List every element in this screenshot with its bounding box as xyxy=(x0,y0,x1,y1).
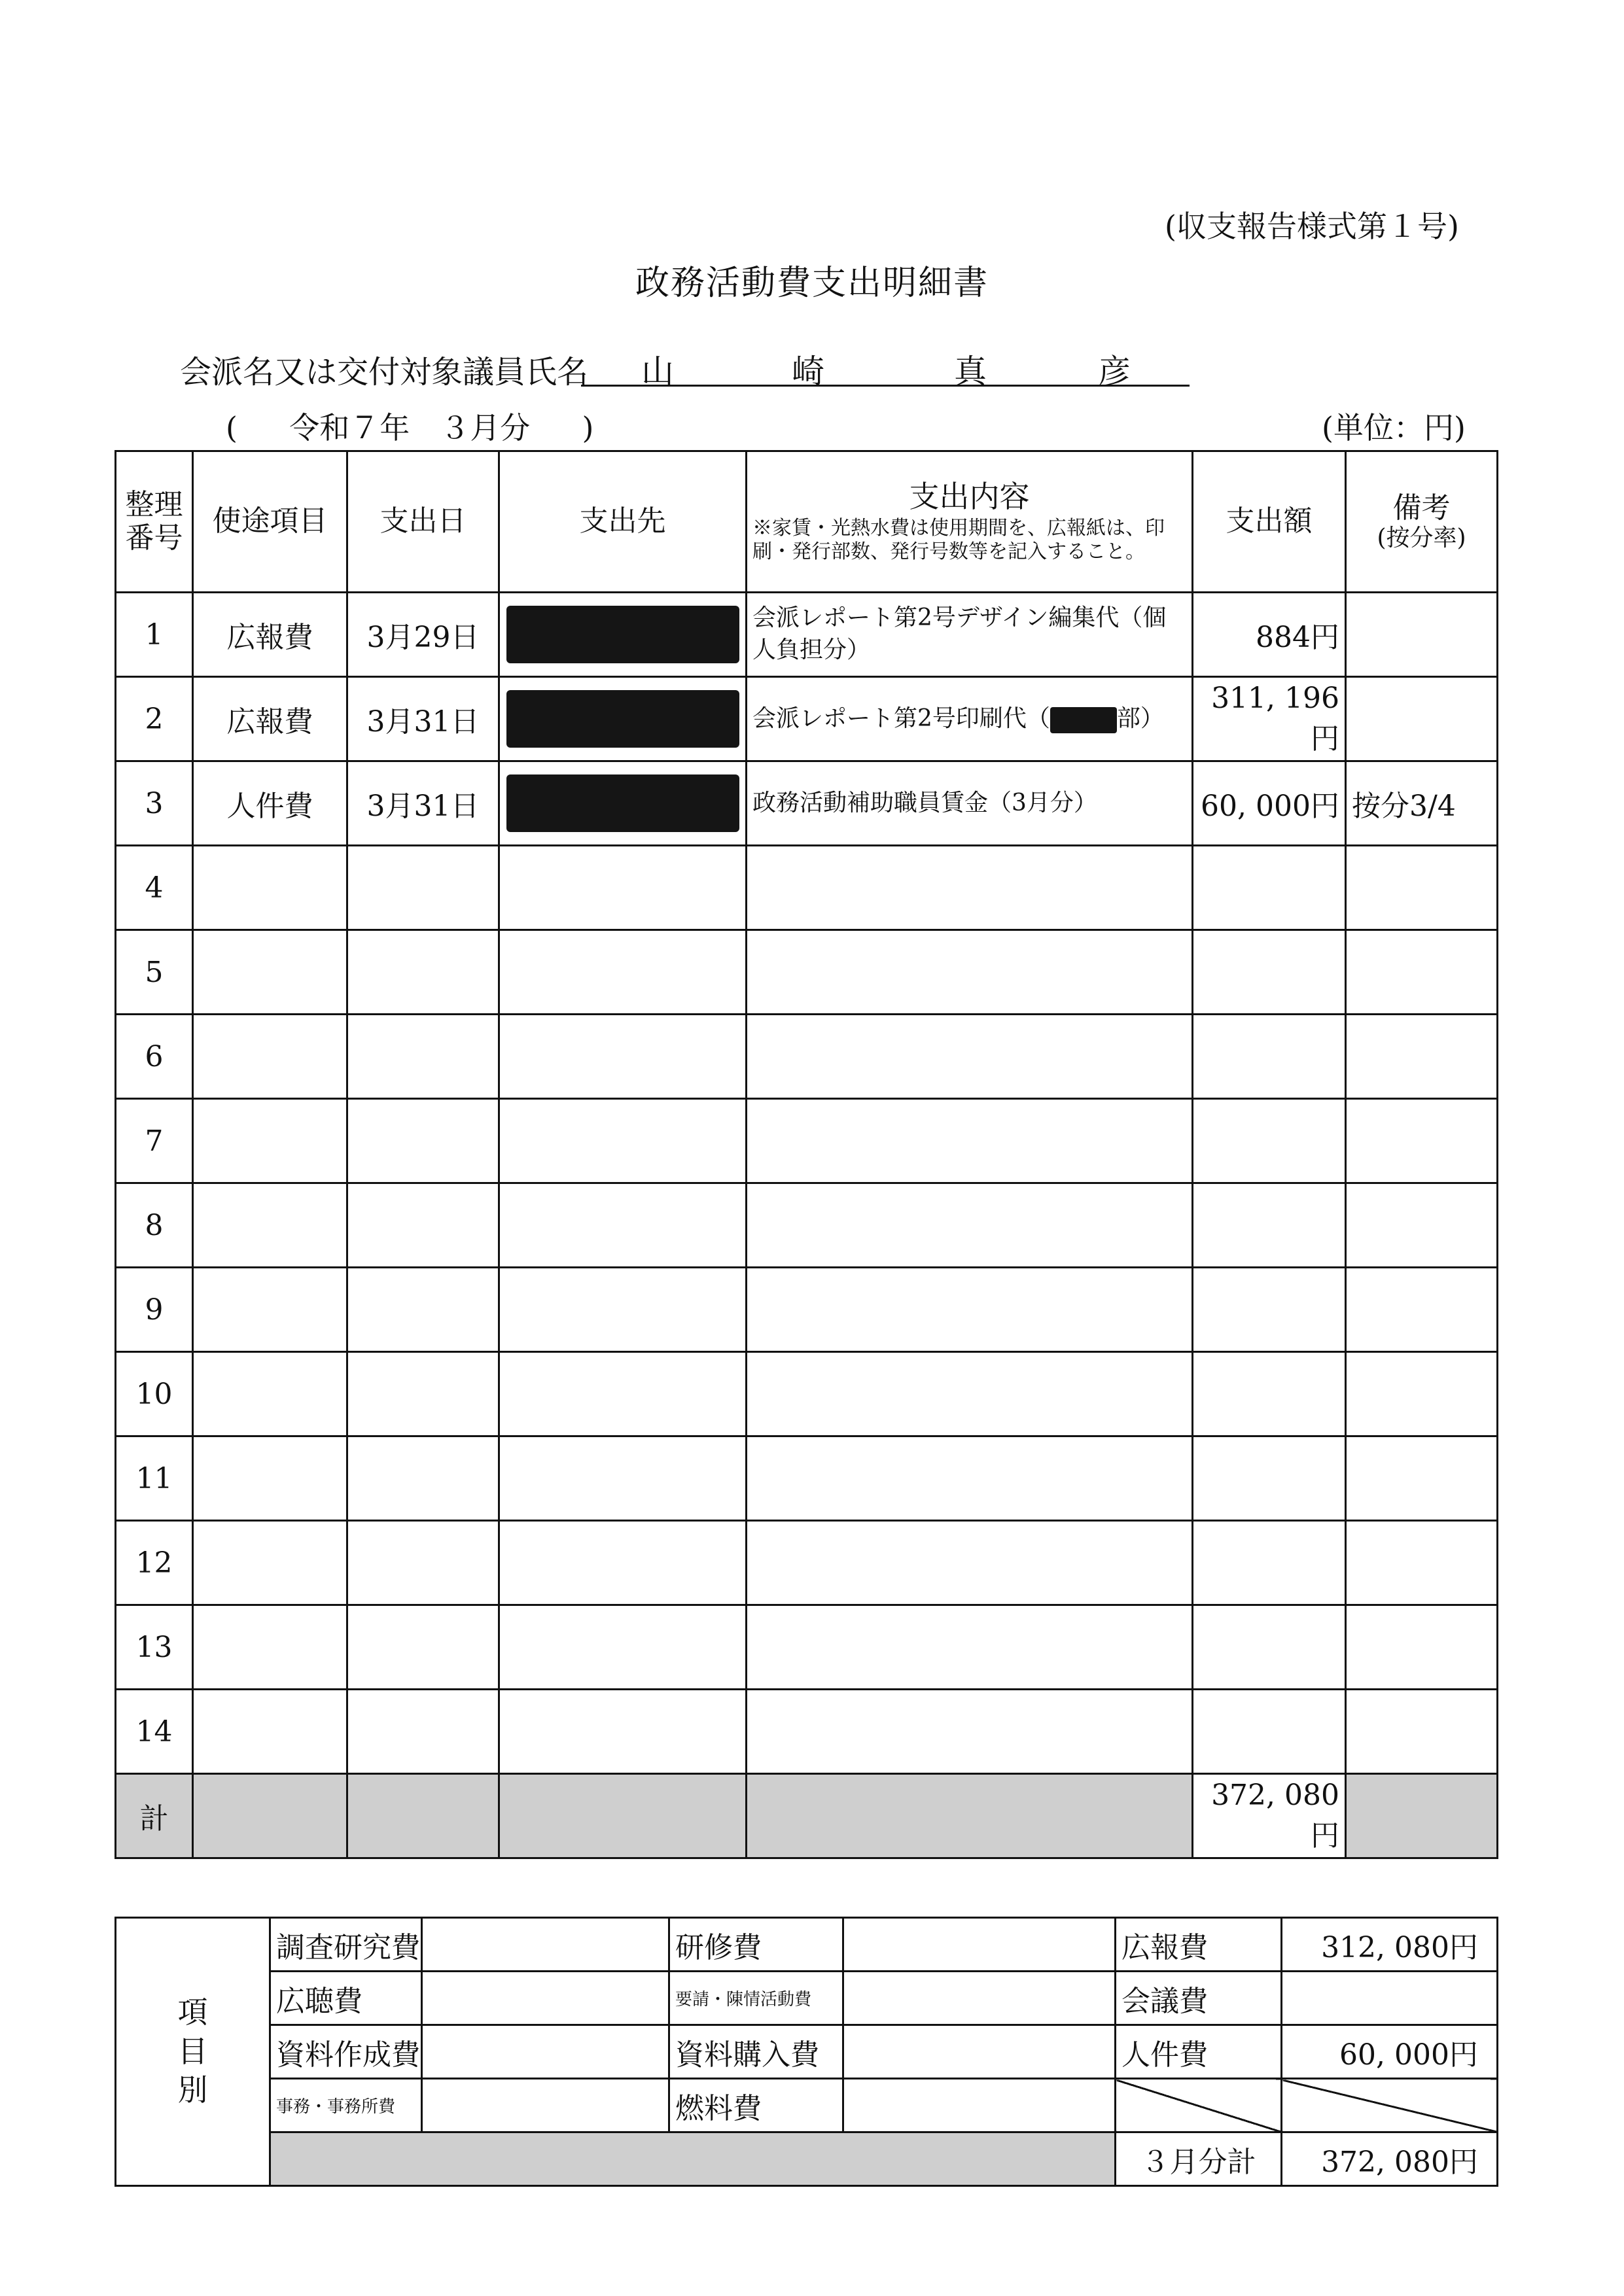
period-open: ( xyxy=(226,410,238,445)
row-no: 4 xyxy=(116,846,193,930)
col-header-category: 使途項目 xyxy=(193,451,347,593)
item-research-value xyxy=(422,1918,669,1972)
row-content: 会派レポート第2号デザイン編集代（個人負担分） xyxy=(747,593,1193,677)
col-header-remark xyxy=(1346,451,1498,593)
remark-header-title: 備考 xyxy=(1392,491,1451,525)
month-total-value: 372, 080円 xyxy=(1282,2132,1498,2186)
content-header-note: ※家賃・光熱水費は使用期間を、広報紙は、印刷・発行部数、発行号数等を記入すること。 xyxy=(752,516,1165,563)
row-date: 3月29日 xyxy=(347,593,499,677)
member-name xyxy=(581,341,1190,391)
row-content-text: 会派レポート第2号印刷代（ xyxy=(752,704,1050,732)
redaction-block xyxy=(1050,707,1117,733)
summary-shaded-area xyxy=(270,2132,1116,2186)
item-fuel: 燃料費 xyxy=(669,2079,843,2132)
item-research: 調査研究費 xyxy=(270,1918,422,1972)
table-row xyxy=(116,1183,1498,1268)
col-header-amount: 支出額 xyxy=(1193,451,1346,593)
row-no: 13 xyxy=(116,1605,193,1690)
member-name-char: 真 xyxy=(954,353,987,391)
table-row xyxy=(116,1015,1498,1099)
col-header-no: 整理番号 xyxy=(116,451,193,593)
row-content xyxy=(747,677,1193,761)
row-no: 8 xyxy=(116,1183,193,1268)
row-amount: 311, 196円 xyxy=(1193,677,1346,761)
period-text: 令和７年 ３月分 xyxy=(289,410,531,445)
row-payee xyxy=(499,677,747,761)
item-personnel-value: 60, 000円 xyxy=(1282,2025,1498,2079)
row-content-suffix: 部） xyxy=(1116,704,1164,732)
item-pr-value: 312, 080円 xyxy=(1282,1918,1498,1972)
report-period xyxy=(226,404,593,447)
table-row xyxy=(116,1436,1498,1521)
member-name-char: 山 xyxy=(641,353,674,391)
member-name-char: 彦 xyxy=(1098,353,1131,391)
item-fuel-value xyxy=(843,2079,1116,2132)
row-payee xyxy=(499,593,747,677)
row-category: 広報費 xyxy=(193,677,347,761)
col-header-date: 支出日 xyxy=(347,451,499,593)
diagonal-slash-cell xyxy=(1282,2079,1498,2132)
row-no: 5 xyxy=(116,930,193,1015)
row-date: 3月31日 xyxy=(347,761,499,846)
row-no: 9 xyxy=(116,1268,193,1352)
summary-row xyxy=(116,1972,1498,2025)
redaction-block xyxy=(506,774,739,832)
expense-table xyxy=(115,450,1498,1859)
item-office-value xyxy=(422,2079,669,2132)
row-no: 11 xyxy=(116,1436,193,1521)
form-id: (収支報告様式第１号) xyxy=(1165,209,1459,244)
row-no: 7 xyxy=(116,1099,193,1183)
summary-table xyxy=(115,1917,1498,2187)
item-personnel: 人件費 xyxy=(1116,2025,1282,2079)
summary-total-row xyxy=(116,2132,1498,2186)
redaction-block xyxy=(506,606,739,663)
col-header-payee: 支出先 xyxy=(499,451,747,593)
table-header-row xyxy=(116,451,1498,593)
row-no: 6 xyxy=(116,1015,193,1099)
content-header-title: 支出内容 xyxy=(909,479,1030,515)
item-pr: 広報費 xyxy=(1116,1918,1282,1972)
row-no: 12 xyxy=(116,1521,193,1605)
total-row xyxy=(116,1774,1498,1858)
row-payee xyxy=(499,761,747,846)
summary-side-label: 項目別 xyxy=(116,1918,270,2186)
item-materials-purchase: 資料購入費 xyxy=(669,2025,843,2079)
table-row xyxy=(116,1268,1498,1352)
row-amount: 884円 xyxy=(1193,593,1346,677)
name-label: 会派名又は交付対象議員氏名 xyxy=(180,354,589,391)
col-header-content xyxy=(747,451,1193,593)
table-row xyxy=(116,1521,1498,1605)
item-materials-prep-value xyxy=(422,2025,669,2079)
row-no: 3 xyxy=(116,761,193,846)
item-office: 事務・事務所費 xyxy=(270,2079,422,2132)
period-close: ) xyxy=(582,410,594,445)
total-label: 計 xyxy=(116,1774,193,1858)
table-row xyxy=(116,761,1498,846)
item-meeting: 会議費 xyxy=(1116,1972,1282,2025)
total-amount: 372, 080円 xyxy=(1193,1774,1346,1858)
table-row xyxy=(116,1605,1498,1690)
item-training: 研修費 xyxy=(669,1918,843,1972)
summary-row xyxy=(116,1918,1498,1972)
table-row xyxy=(116,677,1498,761)
row-category: 人件費 xyxy=(193,761,347,846)
summary-row xyxy=(116,2025,1498,2079)
table-row xyxy=(116,846,1498,930)
item-petition: 要請・陳情活動費 xyxy=(669,1972,843,2025)
item-materials-prep: 資料作成費 xyxy=(270,2025,422,2079)
unit-label: (単位：円) xyxy=(1322,410,1466,445)
row-date: 3月31日 xyxy=(347,677,499,761)
row-category: 広報費 xyxy=(193,593,347,677)
row-remark: 按分3/4 xyxy=(1346,761,1498,846)
item-hearing: 広聴費 xyxy=(270,1972,422,2025)
remark-header-sub: (按分率) xyxy=(1377,525,1466,552)
row-amount: 60, 000円 xyxy=(1193,761,1346,846)
row-no: 14 xyxy=(116,1690,193,1774)
diagonal-slash-cell xyxy=(1116,2079,1282,2132)
item-meeting-value xyxy=(1282,1972,1498,2025)
item-materials-purchase-value xyxy=(843,2025,1116,2079)
document-title: 政務活動費支出明細書 xyxy=(635,264,989,303)
month-total-label: ３月分計 xyxy=(1116,2132,1282,2186)
row-content: 政務活動補助職員賃金（3月分） xyxy=(747,761,1193,846)
table-row xyxy=(116,1352,1498,1436)
redaction-block xyxy=(506,690,739,748)
table-row xyxy=(116,1099,1498,1183)
summary-row xyxy=(116,2079,1498,2132)
table-row xyxy=(116,593,1498,677)
row-no: 10 xyxy=(116,1352,193,1436)
item-hearing-value xyxy=(422,1972,669,2025)
member-name-char: 崎 xyxy=(792,353,824,391)
row-remark xyxy=(1346,593,1498,677)
item-training-value xyxy=(843,1918,1116,1972)
row-remark xyxy=(1346,677,1498,761)
row-no: 1 xyxy=(116,593,193,677)
item-petition-value xyxy=(843,1972,1116,2025)
table-row xyxy=(116,1690,1498,1774)
table-row xyxy=(116,930,1498,1015)
row-no: 2 xyxy=(116,677,193,761)
